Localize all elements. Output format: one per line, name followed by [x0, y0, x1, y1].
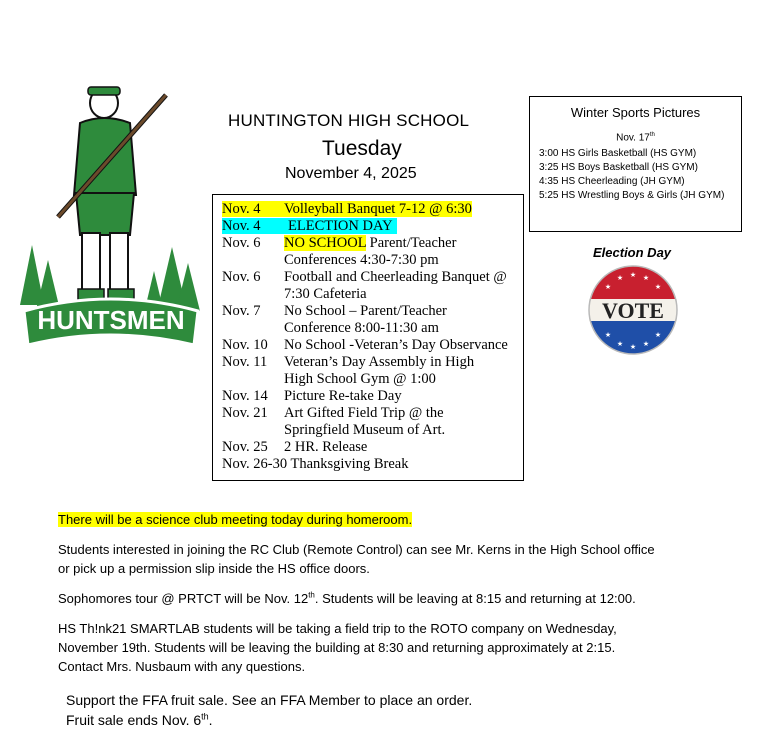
calendar-row-cont: Springfield Museum of Art. — [284, 422, 446, 438]
ffa-announcement: Support the FFA fruit sale. See an FFA Member to place an order. Fruit sale ends Nov. 6th. — [66, 692, 473, 728]
winter-sports-title: Winter Sports Pictures — [570, 105, 701, 120]
list-item: 3:25 HS Boys Basketball (HS GYM) — [539, 162, 698, 173]
sophomore-tour-announcement: Sophomores tour @ PRTCT will be Nov. 12th. Students will be leaving at 8:15 and returning at 12:00. — [58, 590, 636, 606]
winter-sports-date: Nov. 17th — [616, 132, 655, 144]
date-line: November 4, 2025 — [285, 165, 417, 182]
svg-text:★: ★ — [616, 340, 624, 348]
svg-text:★: ★ — [629, 343, 637, 351]
svg-text:★: ★ — [604, 283, 612, 291]
list-item: 3:00 HS Girls Basketball (HS GYM) — [539, 148, 697, 159]
svg-text:★: ★ — [654, 283, 662, 291]
day-name: Tuesday — [322, 137, 402, 160]
svg-text:★: ★ — [616, 274, 624, 282]
svg-text:★: ★ — [642, 274, 650, 282]
calendar-row: Nov. 26-30 Thanksgiving Break — [222, 456, 409, 472]
calendar-row-cont: High School Gym @ 1:00 — [284, 371, 436, 387]
logo-sub-text: HUNTINGTON HIGH SCHOOL — [55, 339, 167, 348]
calendar-row: Nov. 11 Veteran’s Day Assembly in High — [222, 354, 475, 370]
calendar-row: Nov. 10 No School -Veteran’s Day Observance — [222, 337, 508, 353]
logo-main-text: HUNTSMEN — [37, 305, 185, 335]
school-name: HUNTINGTON HIGH SCHOOL — [228, 111, 470, 130]
winter-sports-list — [539, 147, 734, 203]
science-club-announcement: There will be a science club meeting today during homeroom. — [58, 512, 413, 527]
huntsmen-logo — [18, 75, 203, 365]
svg-text:★: ★ — [629, 271, 637, 279]
svg-text:★: ★ — [642, 340, 650, 348]
winter-sports-box — [529, 96, 742, 232]
calendar-row: Nov. 25 2 HR. Release — [222, 439, 368, 455]
election-day-title: Election Day — [593, 245, 672, 260]
vote-badge-icon — [586, 265, 680, 355]
vote-badge-text: VOTE — [602, 298, 664, 323]
calendar-row: Nov. 6 NO SCHOOL Parent/Teacher — [222, 235, 457, 251]
rc-club-announcement: Students interested in joining the RC Club (Remote Control) can see Mr. Kerns in the High School office or pick up a permission slip inside the HS office doors. — [58, 542, 655, 576]
svg-text:★: ★ — [654, 331, 662, 339]
calendar-box — [212, 194, 524, 481]
calendar-row: Nov. 4 Volleyball Banquet 7-12 @ 6:30 — [222, 201, 472, 217]
calendar-row-cont: 7:30 Cafeteria — [284, 286, 367, 302]
calendar-row: Nov. 7 No School – Parent/Teacher — [222, 303, 447, 319]
calendar-row: Nov. 14 Picture Re-take Day — [222, 388, 402, 404]
list-item: 5:25 HS Wrestling Boys & Girls (JH GYM) — [539, 190, 725, 201]
calendar-row: Nov. 4 ELECTION DAY — [222, 218, 397, 235]
calendar-row: Nov. 21 Art Gifted Field Trip @ the — [222, 405, 444, 421]
smartlab-announcement: HS Th!nk21 SMARTLAB students will be taking a field trip to the ROTO company on Wednesday, November 19th. Students will be leaving the building at 8:30 and returning approximately at 2:15. Contact Mrs. Nusbaum with any questions. — [58, 621, 617, 674]
list-item: 4:35 HS Cheerleading (JH GYM) — [539, 176, 685, 187]
calendar-row-cont: Conferences 4:30-7:30 pm — [284, 252, 439, 268]
svg-text:★: ★ — [604, 331, 612, 339]
calendar-row-cont: Conference 8:00-11:30 am — [284, 320, 439, 336]
calendar-row: Nov. 6 Football and Cheerleading Banquet @ — [222, 269, 507, 285]
frontiersman-figure — [58, 87, 166, 301]
